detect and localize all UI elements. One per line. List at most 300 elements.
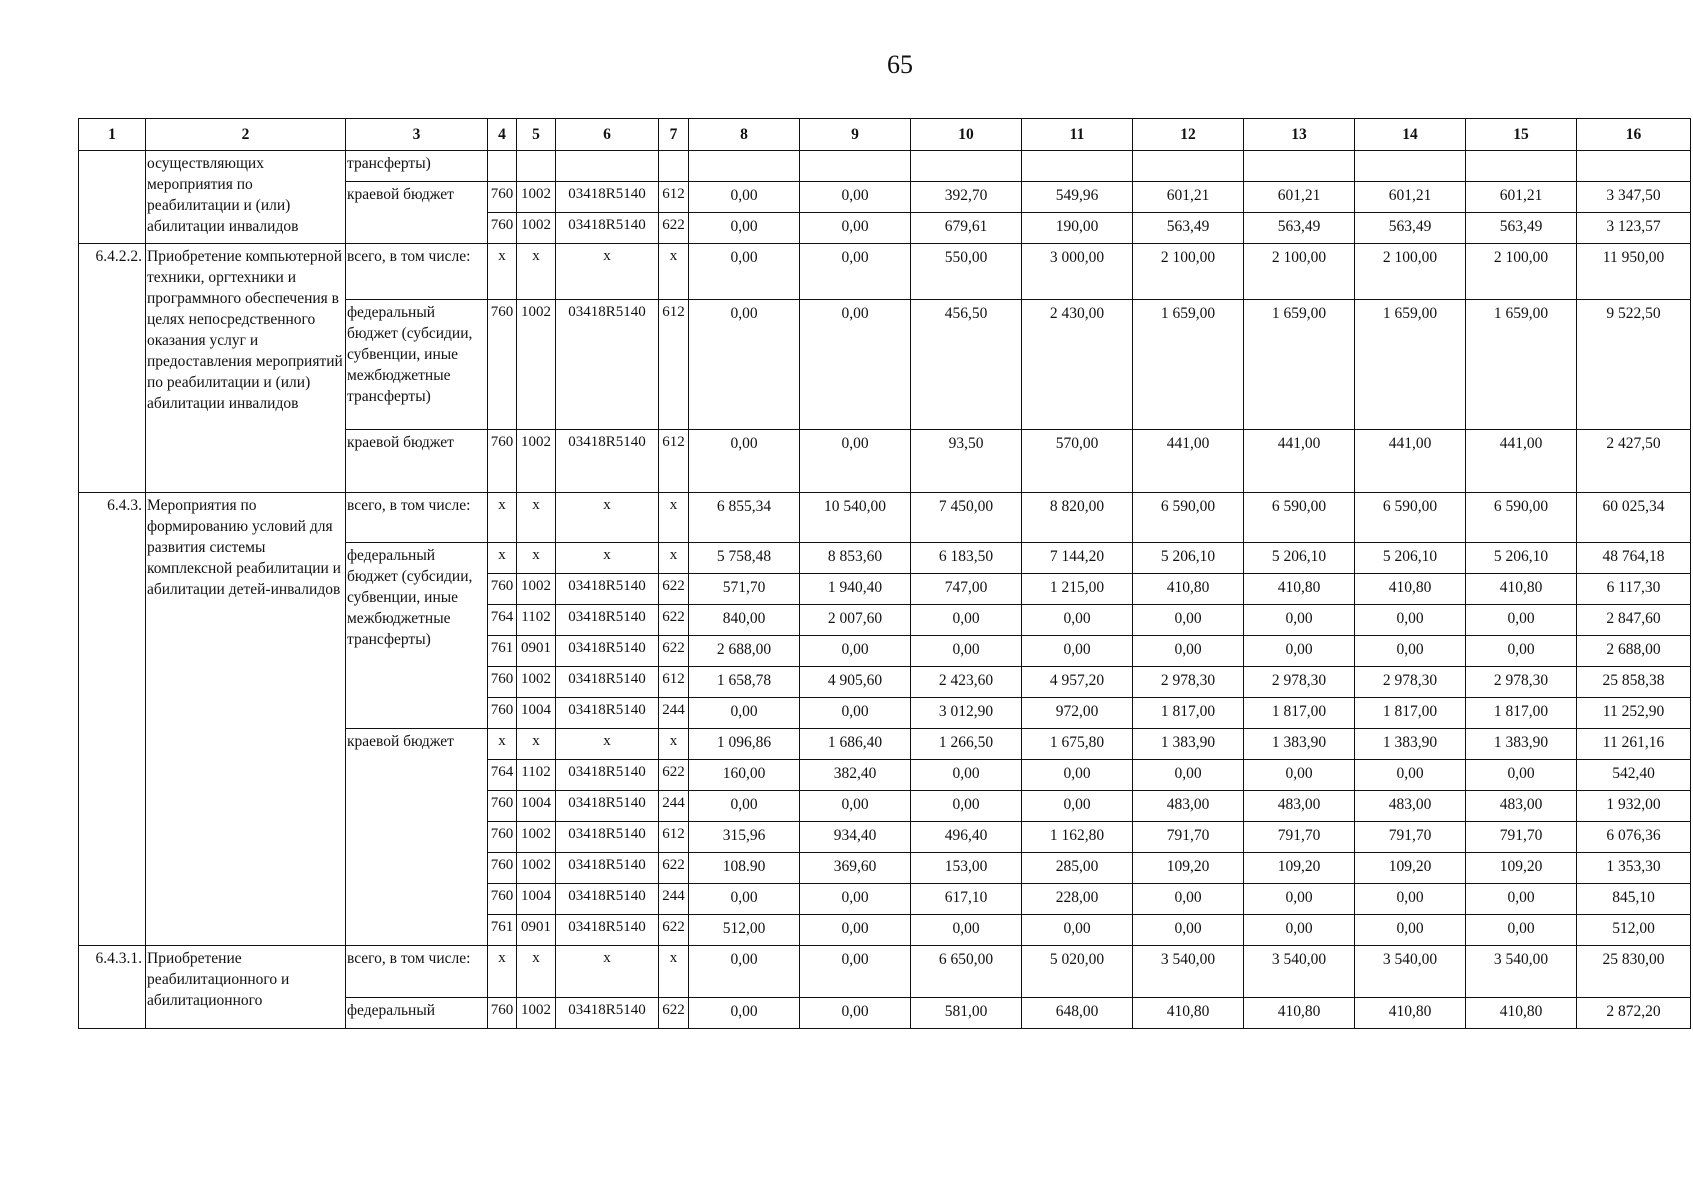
column-header: 3: [346, 119, 488, 151]
amount-cell: 410,80: [1133, 574, 1244, 605]
amount-cell: 542,40: [1577, 760, 1691, 791]
amount-cell: 840,00: [689, 605, 800, 636]
amount-cell: 1 659,00: [1466, 300, 1577, 430]
amount-cell: 108.90: [689, 853, 800, 884]
amount-cell: [1577, 151, 1691, 182]
amount-cell: [1133, 151, 1244, 182]
section-code: x: [517, 543, 556, 574]
funding-source: краевой бюджет: [346, 182, 488, 244]
amount-cell: 2 688,00: [689, 636, 800, 667]
amount-cell: 1 675,80: [1022, 729, 1133, 760]
amount-cell: 0,00: [800, 946, 911, 998]
section-code: x: [517, 244, 556, 300]
amount-cell: 550,00: [911, 244, 1022, 300]
expense-type-code: 244: [659, 884, 689, 915]
amount-cell: 2 100,00: [1244, 244, 1355, 300]
amount-cell: [1022, 151, 1133, 182]
amount-cell: 6 650,00: [911, 946, 1022, 998]
amount-cell: 7 144,20: [1022, 543, 1133, 574]
amount-cell: 5 206,10: [1244, 543, 1355, 574]
funding-source: трансферты): [346, 151, 488, 182]
expense-type-code: x: [659, 946, 689, 998]
amount-cell: 791,70: [1133, 822, 1244, 853]
amount-cell: 109,20: [1244, 853, 1355, 884]
grbs-code: 760: [488, 430, 517, 493]
amount-cell: 1 686,40: [800, 729, 911, 760]
grbs-code: x: [488, 244, 517, 300]
amount-cell: 0,00: [1022, 760, 1133, 791]
target-article-code: 03418R5140: [556, 822, 659, 853]
amount-cell: 1 817,00: [1244, 698, 1355, 729]
amount-cell: 0,00: [1355, 760, 1466, 791]
target-article-code: x: [556, 543, 659, 574]
section-code: 1002: [517, 300, 556, 430]
amount-cell: 410,80: [1244, 998, 1355, 1029]
section-code: 1004: [517, 884, 556, 915]
amount-cell: 1 940,40: [800, 574, 911, 605]
amount-cell: 0,00: [689, 998, 800, 1029]
expense-type-code: 622: [659, 574, 689, 605]
amount-cell: 483,00: [1133, 791, 1244, 822]
amount-cell: 0,00: [1355, 636, 1466, 667]
expense-type-code: 622: [659, 998, 689, 1029]
amount-cell: 1 266,50: [911, 729, 1022, 760]
amount-cell: 581,00: [911, 998, 1022, 1029]
section-code: 0901: [517, 636, 556, 667]
amount-cell: 563,49: [1244, 213, 1355, 244]
target-article-code: 03418R5140: [556, 430, 659, 493]
amount-cell: 0,00: [800, 791, 911, 822]
amount-cell: 3 540,00: [1244, 946, 1355, 998]
amount-cell: 2 007,60: [800, 605, 911, 636]
grbs-code: 764: [488, 605, 517, 636]
amount-cell: 1 659,00: [1355, 300, 1466, 430]
amount-cell: 0,00: [1133, 605, 1244, 636]
target-article-code: 03418R5140: [556, 300, 659, 430]
grbs-code: 764: [488, 760, 517, 791]
amount-cell: 1 817,00: [1355, 698, 1466, 729]
amount-cell: 845,10: [1577, 884, 1691, 915]
funding-source: всего, в том числе:: [346, 946, 488, 998]
expense-type-code: 622: [659, 853, 689, 884]
amount-cell: 2 978,30: [1133, 667, 1244, 698]
amount-cell: 0,00: [800, 430, 911, 493]
table-row: [79, 244, 1691, 300]
expense-type-code: 612: [659, 822, 689, 853]
amount-cell: 496,40: [911, 822, 1022, 853]
expense-type-code: x: [659, 244, 689, 300]
funding-source: всего, в том числе:: [346, 244, 488, 300]
amount-cell: 0,00: [800, 915, 911, 946]
expense-type-code: 622: [659, 605, 689, 636]
amount-cell: 11 252,90: [1577, 698, 1691, 729]
amount-cell: 1 383,90: [1244, 729, 1355, 760]
amount-cell: 441,00: [1466, 430, 1577, 493]
section-code: x: [517, 493, 556, 543]
amount-cell: 0,00: [1022, 605, 1133, 636]
funding-source: федеральный: [346, 998, 488, 1029]
amount-cell: 3 012,90: [911, 698, 1022, 729]
amount-cell: 10 540,00: [800, 493, 911, 543]
amount-cell: [689, 151, 800, 182]
target-article-code: 03418R5140: [556, 605, 659, 636]
amount-cell: 6 855,34: [689, 493, 800, 543]
amount-cell: 369,60: [800, 853, 911, 884]
page-number: 65: [887, 50, 913, 79]
section-code: 1002: [517, 213, 556, 244]
amount-cell: 0,00: [1355, 605, 1466, 636]
amount-cell: 1 817,00: [1133, 698, 1244, 729]
column-header: 11: [1022, 119, 1133, 151]
budget-table: [78, 118, 1691, 1029]
amount-cell: 441,00: [1355, 430, 1466, 493]
section-code: 1002: [517, 182, 556, 213]
amount-cell: 1 383,90: [1133, 729, 1244, 760]
amount-cell: 0,00: [1133, 636, 1244, 667]
amount-cell: 483,00: [1244, 791, 1355, 822]
item-title: осуществляющих мероприятия по реабилитации и (или) абилитации инвалидов: [146, 151, 346, 244]
item-code: 6.4.2.2.: [79, 244, 146, 493]
amount-cell: 0,00: [689, 430, 800, 493]
amount-cell: 0,00: [1244, 605, 1355, 636]
column-header: 6: [556, 119, 659, 151]
section-code: x: [517, 946, 556, 998]
amount-cell: 483,00: [1466, 791, 1577, 822]
target-article-code: 03418R5140: [556, 574, 659, 605]
section-code: 1102: [517, 760, 556, 791]
amount-cell: 93,50: [911, 430, 1022, 493]
amount-cell: [800, 151, 911, 182]
expense-type-code: x: [659, 543, 689, 574]
amount-cell: 3 540,00: [1355, 946, 1466, 998]
amount-cell: 1 353,30: [1577, 853, 1691, 884]
section-code: 1004: [517, 698, 556, 729]
amount-cell: 0,00: [689, 698, 800, 729]
expense-type-code: [659, 151, 689, 182]
amount-cell: 0,00: [689, 884, 800, 915]
section-code: 1004: [517, 791, 556, 822]
amount-cell: 4 905,60: [800, 667, 911, 698]
amount-cell: 679,61: [911, 213, 1022, 244]
column-header: 2: [146, 119, 346, 151]
amount-cell: 410,80: [1355, 998, 1466, 1029]
item-code: 6.4.3.1.: [79, 946, 146, 1029]
grbs-code: 761: [488, 915, 517, 946]
amount-cell: 410,80: [1244, 574, 1355, 605]
amount-cell: 791,70: [1466, 822, 1577, 853]
amount-cell: 0,00: [1466, 605, 1577, 636]
amount-cell: 934,40: [800, 822, 911, 853]
expense-type-code: 244: [659, 698, 689, 729]
amount-cell: 3 347,50: [1577, 182, 1691, 213]
item-title: Приобретение реабилитационного и абилитационного: [146, 946, 346, 1029]
amount-cell: 2 427,50: [1577, 430, 1691, 493]
amount-cell: 0,00: [689, 182, 800, 213]
amount-cell: 1 162,80: [1022, 822, 1133, 853]
amount-cell: 2 978,30: [1355, 667, 1466, 698]
amount-cell: 0,00: [800, 300, 911, 430]
amount-cell: 563,49: [1133, 213, 1244, 244]
expense-type-code: 244: [659, 791, 689, 822]
amount-cell: 0,00: [689, 791, 800, 822]
column-header: 13: [1244, 119, 1355, 151]
target-article-code: 03418R5140: [556, 760, 659, 791]
amount-cell: 410,80: [1466, 998, 1577, 1029]
amount-cell: 1 659,00: [1244, 300, 1355, 430]
target-article-code: 03418R5140: [556, 182, 659, 213]
amount-cell: 0,00: [800, 998, 911, 1029]
section-code: 1002: [517, 667, 556, 698]
amount-cell: 549,96: [1022, 182, 1133, 213]
amount-cell: 0,00: [800, 698, 911, 729]
amount-cell: 601,21: [1133, 182, 1244, 213]
grbs-code: 760: [488, 822, 517, 853]
amount-cell: 571,70: [689, 574, 800, 605]
table-row: [79, 151, 1691, 182]
funding-source: всего, в том числе:: [346, 493, 488, 543]
amount-cell: 972,00: [1022, 698, 1133, 729]
grbs-code: 760: [488, 853, 517, 884]
funding-source: краевой бюджет: [346, 729, 488, 946]
column-header: 10: [911, 119, 1022, 151]
grbs-code: 760: [488, 998, 517, 1029]
column-header: 15: [1466, 119, 1577, 151]
amount-cell: 0,00: [689, 244, 800, 300]
target-article-code: 03418R5140: [556, 884, 659, 915]
amount-cell: 1 817,00: [1466, 698, 1577, 729]
amount-cell: 0,00: [1244, 915, 1355, 946]
amount-cell: [1355, 151, 1466, 182]
column-header: 16: [1577, 119, 1691, 151]
amount-cell: 0,00: [800, 244, 911, 300]
expense-type-code: 612: [659, 300, 689, 430]
amount-cell: 601,21: [1244, 182, 1355, 213]
amount-cell: 0,00: [800, 884, 911, 915]
grbs-code: 760: [488, 574, 517, 605]
expense-type-code: 622: [659, 213, 689, 244]
expense-type-code: 622: [659, 636, 689, 667]
grbs-code: 760: [488, 182, 517, 213]
amount-cell: 6 590,00: [1355, 493, 1466, 543]
amount-cell: 285,00: [1022, 853, 1133, 884]
amount-cell: 60 025,34: [1577, 493, 1691, 543]
amount-cell: 747,00: [911, 574, 1022, 605]
section-code: 1102: [517, 605, 556, 636]
amount-cell: 617,10: [911, 884, 1022, 915]
funding-source: федеральный бюджет (субсидии, субвенции, иные межбюджетные трансферты): [346, 543, 488, 729]
column-header: 1: [79, 119, 146, 151]
amount-cell: 48 764,18: [1577, 543, 1691, 574]
amount-cell: 1 383,90: [1466, 729, 1577, 760]
amount-cell: 0,00: [689, 300, 800, 430]
section-code: 0901: [517, 915, 556, 946]
amount-cell: 512,00: [1577, 915, 1691, 946]
amount-cell: 441,00: [1244, 430, 1355, 493]
amount-cell: 7 450,00: [911, 493, 1022, 543]
amount-cell: 601,21: [1355, 182, 1466, 213]
amount-cell: 410,80: [1355, 574, 1466, 605]
amount-cell: 601,21: [1466, 182, 1577, 213]
amount-cell: 0,00: [1355, 915, 1466, 946]
amount-cell: 153,00: [911, 853, 1022, 884]
amount-cell: 2 100,00: [1466, 244, 1577, 300]
column-header: 8: [689, 119, 800, 151]
amount-cell: 2 100,00: [1133, 244, 1244, 300]
amount-cell: 5 206,10: [1355, 543, 1466, 574]
amount-cell: 109,20: [1466, 853, 1577, 884]
expense-type-code: 612: [659, 430, 689, 493]
amount-cell: 512,00: [689, 915, 800, 946]
amount-cell: 25 830,00: [1577, 946, 1691, 998]
amount-cell: 190,00: [1022, 213, 1133, 244]
amount-cell: 109,20: [1133, 853, 1244, 884]
amount-cell: 8 853,60: [800, 543, 911, 574]
amount-cell: 0,00: [800, 636, 911, 667]
section-code: 1002: [517, 574, 556, 605]
amount-cell: 1 215,00: [1022, 574, 1133, 605]
amount-cell: 228,00: [1022, 884, 1133, 915]
amount-cell: 3 540,00: [1133, 946, 1244, 998]
section-code: 1002: [517, 430, 556, 493]
table-row: [79, 946, 1691, 998]
amount-cell: 25 858,38: [1577, 667, 1691, 698]
amount-cell: 2 100,00: [1355, 244, 1466, 300]
amount-cell: 2 978,30: [1466, 667, 1577, 698]
item-code: [79, 151, 146, 244]
table-row: [79, 493, 1691, 543]
amount-cell: 6 590,00: [1466, 493, 1577, 543]
amount-cell: 0,00: [800, 182, 911, 213]
amount-cell: 160,00: [689, 760, 800, 791]
grbs-code: 760: [488, 698, 517, 729]
amount-cell: 648,00: [1022, 998, 1133, 1029]
amount-cell: 3 123,57: [1577, 213, 1691, 244]
expense-type-code: 622: [659, 915, 689, 946]
target-article-code: 03418R5140: [556, 667, 659, 698]
amount-cell: 5 020,00: [1022, 946, 1133, 998]
amount-cell: 0,00: [911, 605, 1022, 636]
expense-type-code: 612: [659, 667, 689, 698]
target-article-code: x: [556, 729, 659, 760]
amount-cell: 0,00: [1466, 884, 1577, 915]
target-article-code: 03418R5140: [556, 636, 659, 667]
amount-cell: 315,96: [689, 822, 800, 853]
section-code: [517, 151, 556, 182]
amount-cell: 0,00: [1022, 791, 1133, 822]
target-article-code: 03418R5140: [556, 791, 659, 822]
amount-cell: 0,00: [1466, 760, 1577, 791]
grbs-code: x: [488, 543, 517, 574]
grbs-code: x: [488, 946, 517, 998]
amount-cell: 3 540,00: [1466, 946, 1577, 998]
target-article-code: x: [556, 244, 659, 300]
amount-cell: 0,00: [911, 915, 1022, 946]
amount-cell: 5 206,10: [1466, 543, 1577, 574]
amount-cell: 791,70: [1355, 822, 1466, 853]
amount-cell: 2 872,20: [1577, 998, 1691, 1029]
section-code: 1002: [517, 998, 556, 1029]
amount-cell: 5 758,48: [689, 543, 800, 574]
target-article-code: x: [556, 493, 659, 543]
amount-cell: 0,00: [1022, 915, 1133, 946]
expense-type-code: x: [659, 729, 689, 760]
section-code: 1002: [517, 822, 556, 853]
amount-cell: [1244, 151, 1355, 182]
item-code: 6.4.3.: [79, 493, 146, 946]
amount-cell: 0,00: [1244, 884, 1355, 915]
amount-cell: 6 117,30: [1577, 574, 1691, 605]
amount-cell: 441,00: [1133, 430, 1244, 493]
amount-cell: 0,00: [911, 636, 1022, 667]
amount-cell: 0,00: [1244, 760, 1355, 791]
amount-cell: 0,00: [1133, 884, 1244, 915]
amount-cell: 6 590,00: [1133, 493, 1244, 543]
target-article-code: 03418R5140: [556, 853, 659, 884]
amount-cell: 2 430,00: [1022, 300, 1133, 430]
amount-cell: 0,00: [1355, 884, 1466, 915]
target-article-code: 03418R5140: [556, 698, 659, 729]
column-header: 5: [517, 119, 556, 151]
section-code: x: [517, 729, 556, 760]
amount-cell: 6 590,00: [1244, 493, 1355, 543]
grbs-code: x: [488, 729, 517, 760]
grbs-code: 760: [488, 884, 517, 915]
amount-cell: 2 688,00: [1577, 636, 1691, 667]
amount-cell: 0,00: [1466, 915, 1577, 946]
amount-cell: 2 423,60: [911, 667, 1022, 698]
amount-cell: 410,80: [1466, 574, 1577, 605]
column-header: 14: [1355, 119, 1466, 151]
column-header: 9: [800, 119, 911, 151]
amount-cell: 563,49: [1355, 213, 1466, 244]
amount-cell: 0,00: [1466, 636, 1577, 667]
amount-cell: 6 183,50: [911, 543, 1022, 574]
amount-cell: 382,40: [800, 760, 911, 791]
item-title: Приобретение компьютерной техники, оргтехники и программного обеспечения в целях непосредственного оказания услуг и предоставления мероприятий по реабилитации и (или) абилитации инвалидов: [146, 244, 346, 493]
amount-cell: 791,70: [1244, 822, 1355, 853]
amount-cell: 0,00: [689, 946, 800, 998]
grbs-code: 760: [488, 213, 517, 244]
grbs-code: x: [488, 493, 517, 543]
header-row: [79, 119, 1691, 151]
amount-cell: 11 950,00: [1577, 244, 1691, 300]
amount-cell: 410,80: [1133, 998, 1244, 1029]
amount-cell: 0,00: [1022, 636, 1133, 667]
grbs-code: 760: [488, 667, 517, 698]
amount-cell: 0,00: [1133, 760, 1244, 791]
amount-cell: 8 820,00: [1022, 493, 1133, 543]
amount-cell: 0,00: [800, 213, 911, 244]
amount-cell: 0,00: [689, 213, 800, 244]
amount-cell: 483,00: [1355, 791, 1466, 822]
amount-cell: 1 096,86: [689, 729, 800, 760]
amount-cell: 11 261,16: [1577, 729, 1691, 760]
item-title: Мероприятия по формированию условий для развития системы комплексной реабилитации и абилитации детей-инвалидов: [146, 493, 346, 946]
target-article-code: 03418R5140: [556, 998, 659, 1029]
amount-cell: 0,00: [1244, 636, 1355, 667]
column-header: 12: [1133, 119, 1244, 151]
amount-cell: 109,20: [1355, 853, 1466, 884]
amount-cell: 392,70: [911, 182, 1022, 213]
grbs-code: 760: [488, 300, 517, 430]
amount-cell: 1 383,90: [1355, 729, 1466, 760]
target-article-code: [556, 151, 659, 182]
grbs-code: [488, 151, 517, 182]
funding-source: федеральный бюджет (субсидии, субвенции, иные межбюджетные трансферты): [346, 300, 488, 430]
amount-cell: 563,49: [1466, 213, 1577, 244]
section-code: 1002: [517, 853, 556, 884]
amount-cell: [1466, 151, 1577, 182]
